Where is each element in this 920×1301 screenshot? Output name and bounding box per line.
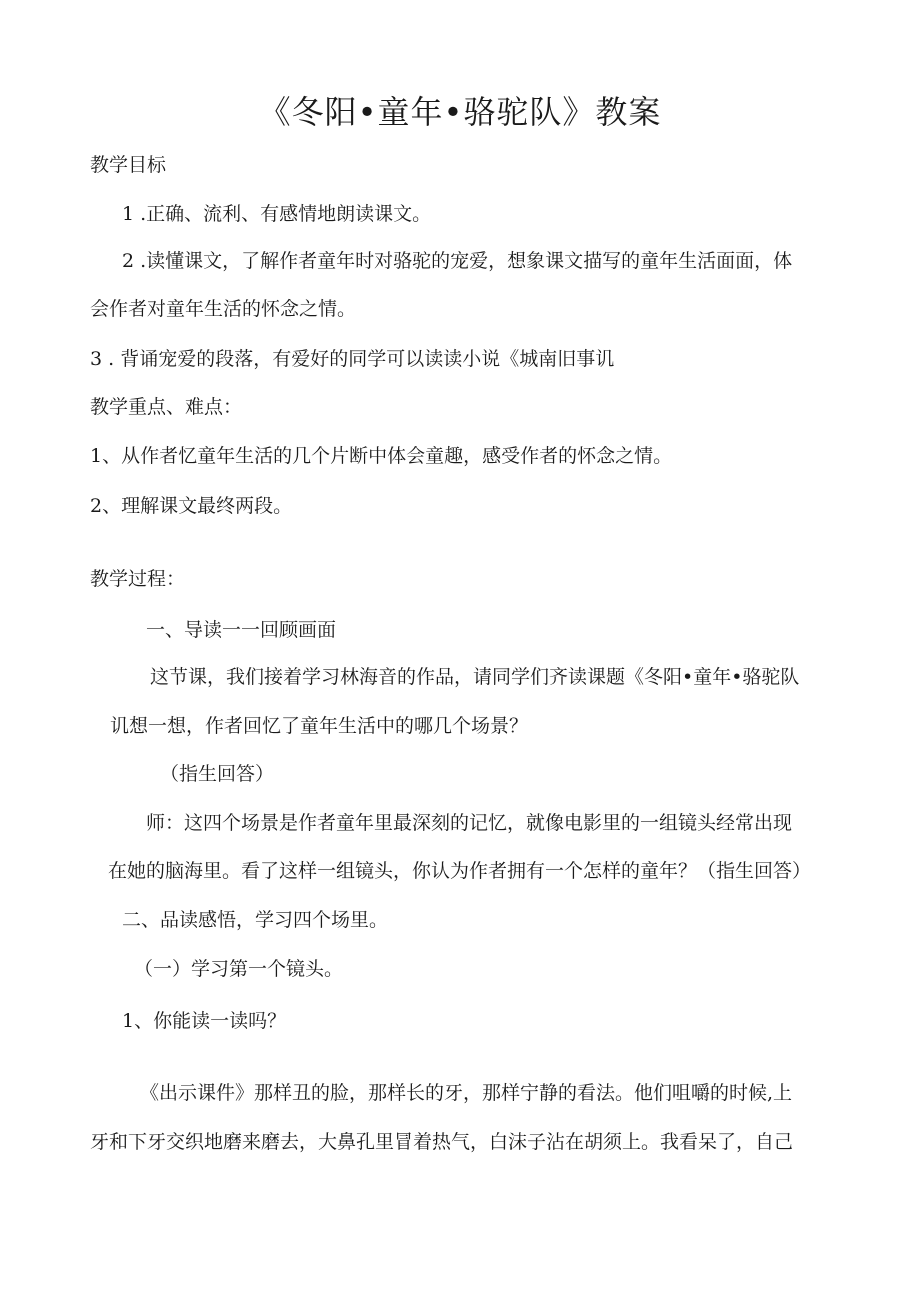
key-point-2: 2、理解课文最终两段。 xyxy=(90,495,293,517)
section-heading-process: 教学过程： xyxy=(90,568,186,590)
step-2-heading: 二、品读感悟，学习四个场里。 xyxy=(122,909,389,931)
goal-item-3: 3 . 背诵宠爱的段落，有爱好的同学可以读读小说《城南旧事讥 xyxy=(90,348,615,370)
step-1-heading: 一、导读一一回顾画面 xyxy=(146,619,337,641)
goal-item-1: 1 .正确、流利、有感情地朗读课文。 xyxy=(122,203,432,225)
step-1-paragraph-1-line-1: 这节课，我们接着学习林海音的作品，请同学们齐读课题《冬阳•童年•骆驼队 xyxy=(150,666,800,688)
step-1-note: （指生回答） xyxy=(160,763,275,785)
document-title: 《冬阳•童年•骆驼队》教案 xyxy=(258,93,662,131)
excerpt-line-1: 《出示课件》那样丑的脸，那样长的牙，那样宁静的看法。他们咀嚼的时候,上 xyxy=(140,1082,793,1104)
section-heading-goals: 教学目标 xyxy=(90,154,167,176)
step-1-paragraph-2-line-2: 在她的脑海里。看了这样一组镜头，你认为作者拥有一个怎样的童年？（指生回答） xyxy=(108,860,812,882)
question-1: 1、你能读一读吗？ xyxy=(122,1010,287,1032)
step-1-paragraph-2-line-1: 师：这四个场景是作者童年里最深刻的记忆，就像电影里的一组镜头经常出现 xyxy=(146,812,793,834)
sub-section-1-heading: （一）学习第一个镜头。 xyxy=(134,958,344,980)
step-1-paragraph-1-line-2: 讥想一想，作者回忆了童年生活中的哪几个场景？ xyxy=(110,715,529,737)
goal-item-2-line-2: 会作者对童年生活的怀念之情。 xyxy=(90,298,357,320)
section-heading-key-points: 教学重点、难点： xyxy=(90,396,243,418)
excerpt-line-2: 牙和下牙交织地磨来磨去，大鼻孔里冒着热气，白沫子沾在胡须上。我看呆了，自己 xyxy=(90,1131,794,1153)
goal-item-2-line-1: 2 .读懂课文，了解作者童年时对骆驼的宠爱，想象课文描写的童年生活面面，体 xyxy=(122,250,793,272)
key-point-1: 1、从作者忆童年生活的几个片断中体会童趣，感受作者的怀念之情。 xyxy=(90,445,673,467)
